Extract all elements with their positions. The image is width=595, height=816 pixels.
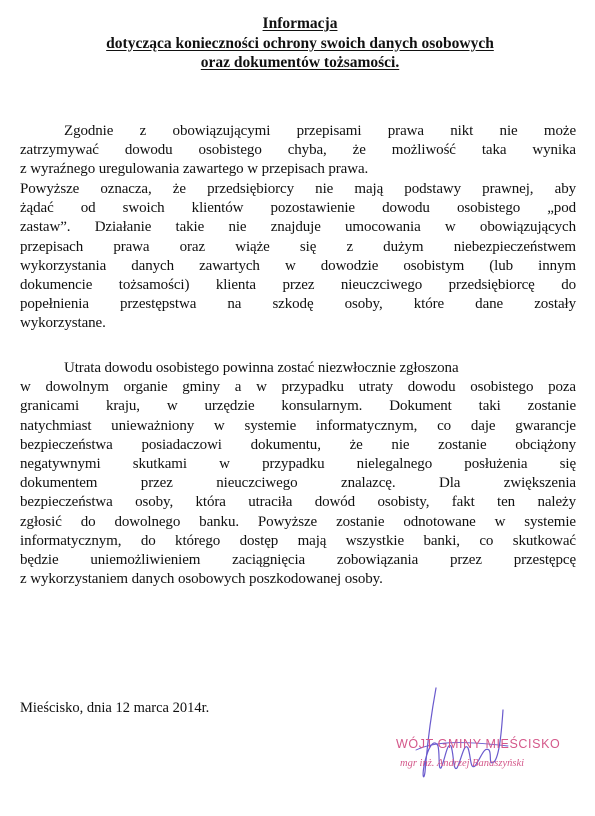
paragraph-line: zatrzymywać dowodu osobistego chyba, że możliwość taka wynika [20, 142, 576, 159]
paragraph-line: popełnienia przestępstwa na szkodę osoby, które dane zostały [20, 296, 576, 313]
paragraph-line: z wyraźnego uregulowania zawartego w przepisach prawa. [20, 161, 369, 178]
place-and-date: Mieścisko, dnia 12 marca 2014r. [20, 700, 210, 716]
paragraph-line: bezpieczeństwa osoby, która utraciła dowód osobisty, fakt ten należy [20, 494, 576, 511]
handwritten-signature [378, 680, 578, 790]
paragraph-line: bezpieczeństwa posiadaczowi dokumentu, że nie zostanie obciążony [20, 436, 576, 453]
paragraph-line: z wykorzystaniem danych osobowych poszkodowanej osoby. [20, 571, 383, 588]
document-heading [40, 14, 560, 73]
paragraph-line: dokumencie tożsamości) klienta przez nieuczciwego przedsiębiorcę do [20, 276, 576, 293]
heading-title: Informacja [262, 15, 338, 32]
paragraph-line: negatywnymi skutkami w przypadku nielegalnego posłużenia się [20, 455, 576, 472]
paragraph-line: dokumentem przez nieuczciwego znalazcę. Dla zwiększenia [20, 475, 576, 492]
paragraph-line: Powyższe oznacza, że przedsiębiorcy nie mają podstawy prawnej, aby [20, 181, 576, 197]
paragraph-line: przepisach prawa oraz wiąże się z dużym niebezpieczeństwem [20, 238, 576, 255]
paragraph-line: wykorzystania danych zawartych w dowodzie osobistym (lub innym [20, 257, 576, 274]
paragraph-line: zastaw”. Działanie takie nie znajduje umocowania w obowiązujących [20, 219, 576, 236]
paragraph-line: żądać od swoich klientów pozostawienie dowodu osobistego „pod [20, 200, 576, 217]
paragraph-line: Zgodnie z obowiązującymi przepisami prawa nikt nie może [64, 123, 576, 139]
stamp-title: WÓJT GMINY MIEŚCISKO [396, 737, 561, 751]
paragraph-3 [20, 359, 576, 589]
paragraph-line: Utrata dowodu osobistego powinna zostać niezwłocznie zgłoszona [64, 360, 459, 376]
paragraph-line: będzie uniemożliwieniem zaciągnięcia zobowiązania przez przestępcę [20, 551, 576, 568]
paragraph-1 [20, 122, 576, 180]
paragraph-2 [20, 180, 576, 334]
heading-subtitle-line-1: dotycząca konieczności ochrony swoich danych osobowych [106, 34, 494, 52]
paragraph-line: w dowolnym organie gminy a w przypadku utraty dowodu osobistego poza [20, 379, 576, 396]
official-stamp [378, 680, 578, 790]
heading-subtitle-line-2: oraz dokumentów tożsamości. [200, 54, 400, 71]
paragraph-line: zgłosić do dowolnego banku. Powyższe zostanie odnotowane w systemie [20, 513, 576, 530]
paragraph-line: granicami kraju, w urzędzie konsularnym. Dokument taki zostanie [20, 398, 576, 415]
paragraph-line: natychmiast unieważniony w systemie informatycznym, co daje gwarancje [20, 417, 576, 434]
stamp-official-name: mgr inż. Andrzej Banaszyński [400, 758, 525, 769]
paragraph-line: wykorzystane. [20, 315, 106, 332]
paragraph-line: informatycznym, do którego dostęp mają wszystkie banki, co skutkować [20, 532, 576, 549]
